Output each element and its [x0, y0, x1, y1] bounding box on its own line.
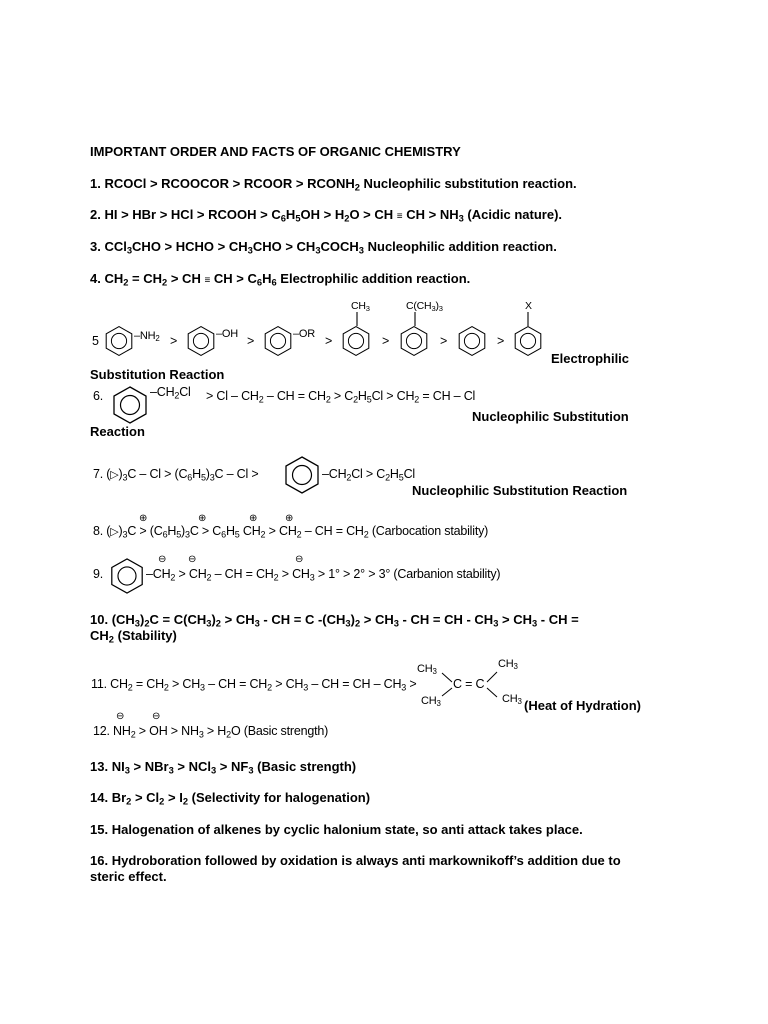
item-3-tail: Nucleophilic addition reaction.	[364, 239, 557, 254]
plus-charge: ⊕	[139, 513, 148, 524]
tbutyl-sub: $C(CH_3)_3$	[406, 300, 443, 313]
minus-charge: ⊖	[116, 711, 125, 722]
item-2-tail: (Acidic nature).	[463, 207, 563, 222]
tbutylbenzene-ring	[398, 325, 430, 357]
plus-charge: ⊕	[285, 513, 294, 524]
plus-charge: ⊕	[249, 513, 258, 524]
gt-sign: >	[382, 334, 390, 348]
item-10-number: 10.	[90, 612, 109, 627]
item-5-label-2: Substitution Reaction	[90, 367, 225, 382]
phenol-sub: –OH	[216, 328, 239, 340]
gt-sign: >	[247, 334, 255, 348]
item-8-tail: (Carbocation stability)	[371, 524, 489, 538]
plus-charge: ⊕	[198, 513, 207, 524]
benzyl-chloride-ring	[110, 385, 150, 425]
aniline-ring	[103, 325, 135, 357]
item-3: 3. CCl$_3$CHO > HCHO > $CH_3CHO$ > $CH_3COCH_3$ Nucleophilic addition reaction.	[90, 239, 557, 256]
benzene-ring	[456, 325, 488, 357]
minus-charge: ⊖	[158, 554, 167, 565]
item-16-line-2: steric effect.	[90, 869, 167, 884]
minus-charge: ⊖	[188, 554, 197, 565]
item-5-label-1: Electrophilic	[551, 351, 630, 366]
toluene-sub: $CH_3$	[351, 300, 370, 313]
item-14-tail: (Selectivity for halogenation)	[188, 790, 371, 805]
benzyl-chloride-sub: $-CH_2Cl$	[150, 385, 191, 401]
item-6-label-1: Nucleophilic Substitution	[472, 409, 629, 424]
item-9-number: 9.	[93, 567, 104, 581]
item-13-number: 13.	[90, 759, 109, 774]
item-6-rest: > Cl – $CH_2$ – CH = $CH_2 > C_2H_5Cl > CH_2$ = CH – Cl	[206, 389, 476, 405]
item-7-label: Nucleophilic Substitution Reaction	[412, 483, 628, 498]
item-1: 1. RCOCl > RCOOCOR > RCOOR > $RCONH_2$ Nucleophilic substitution reaction.	[90, 176, 577, 193]
item-4: 4. $CH_2 = CH_2$ > CH ≡ CH > $C_6H_6$ Electrophilic addition reaction.	[90, 271, 471, 288]
item-15-text: Halogenation of alkenes by cyclic halonium state, so anti attack takes place.	[111, 822, 583, 837]
item-9-tail: (Carbanion stability)	[393, 567, 501, 581]
item-4-number: 4.	[90, 271, 101, 286]
item-11-formula: 11. $CH_2 = CH_2 > CH_3$ – CH = $CH_2 > CH_3$ – CH = CH – $CH_3$ >	[91, 677, 417, 693]
item-11-tail: (Heat of Hydration)	[524, 698, 641, 713]
item-14-number: 14.	[90, 790, 109, 805]
item-15	[90, 822, 583, 837]
item-10: 10. $(CH_3)_2C = C(CH_3)_2 > CH_3$ - CH = C $-(CH_3)_2 > CH_3$ - CH = CH - $CH_3 > CH_3$ - CH =	[90, 612, 579, 629]
ether-ring	[262, 325, 294, 357]
halobenzene-ring	[512, 325, 544, 357]
item-12-formula: 12. $NH_2$ > OH > $NH_3 > H_2O$ (Basic strength)	[93, 724, 329, 740]
halobenzene-sub: X	[525, 300, 532, 312]
item-3-number: 3.	[90, 239, 101, 254]
ch3-group: $CH_3$	[417, 663, 437, 676]
item-1-number: 1.	[90, 176, 101, 191]
item-14: 14. $Br_2 > Cl_2 > I_2$ (Selectivity for halogenation)	[90, 790, 371, 807]
item-1-tail: Nucleophilic substitution reaction.	[359, 176, 577, 191]
item-6-number: 6.	[93, 389, 104, 403]
phenol-ring	[185, 325, 217, 357]
item-7-formula: 7. $(▷)_3C - Cl > (C_6H_5)_3C - Cl$ >	[93, 467, 259, 483]
item-4-tail: Electrophilic addition reaction.	[276, 271, 471, 286]
item-6-label-2: Reaction	[90, 424, 145, 439]
item-2-number: 2.	[90, 207, 101, 222]
ch3-group: $CH_3$	[498, 658, 518, 671]
ch3-group: $CH_3$	[502, 693, 522, 706]
page-title: IMPORTANT ORDER AND FACTS OF ORGANIC CHEMISTRY	[90, 144, 461, 159]
gt-sign: >	[325, 334, 333, 348]
item-16-line-1: Hydroboration followed by oxidation is always anti markownikoff’s addition due to	[111, 853, 621, 868]
ether-sub: –OR	[293, 328, 316, 340]
benzyl-chloride-ring-7	[282, 455, 322, 495]
item-5-number: 5	[92, 334, 99, 348]
gt-sign: >	[170, 334, 178, 348]
gt-sign: >	[497, 334, 505, 348]
minus-charge: ⊖	[295, 554, 304, 565]
ch3-group: $CH_3$	[421, 695, 441, 708]
item-16-number: 16.	[90, 853, 109, 868]
gt-sign: >	[440, 334, 448, 348]
minus-charge: ⊖	[152, 711, 161, 722]
aniline-sub: $-NH_2$	[134, 330, 160, 343]
item-13: 13. $NI_3 > NBr_3 > NCl_3 > NF_3$ (Basic strength)	[90, 759, 357, 776]
toluene-ring	[340, 325, 372, 357]
item-10-tail: (Stability)	[117, 628, 177, 643]
benzyl-anion-ring	[108, 557, 146, 595]
item-2: 2. HI > HBr > HCl > RCOOH > $C_6H_5OH > H_2O$ > CH ≡ CH > $NH_3$ (Acidic nature).	[90, 207, 563, 224]
item-7-tail: $-CH_2Cl > C_2H_5Cl$	[322, 467, 415, 483]
item-12-tail: (Basic strength)	[243, 724, 329, 738]
alkene-center: C = C	[453, 677, 485, 691]
item-9-formula: $-CH_2 > CH_2$ – CH = $CH_2 > CH_3 > 1^\circ > 2^\circ > 3^\circ$ (Carbanion stability)	[146, 567, 501, 583]
item-10-line-2: $CH_2$ (Stability)	[90, 628, 177, 645]
item-8-formula: 8. $(▷)_3C > (C_6H_5)_3C > C_6H_5$ $CH_2 > CH_2$ – CH = $CH_2$ (Carbocation stability)	[93, 524, 489, 540]
item-13-tail: (Basic strength)	[253, 759, 357, 774]
item-15-number: 15.	[90, 822, 109, 837]
item-16	[90, 853, 621, 868]
